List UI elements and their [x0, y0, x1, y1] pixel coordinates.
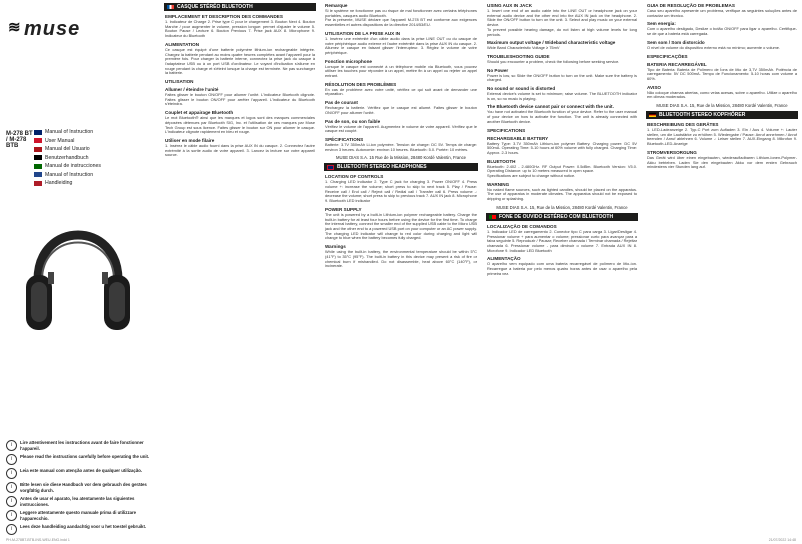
heading: LOCATION OF CONTROLS	[325, 174, 384, 180]
paragraph: 1. Insérez le câble audio fourni dans la prise AUX IN du casque. 2. Connectez l'autre extrémité à la sortie audio de votre appareil. 3. Lancez la lecture sur votre appareil source.	[165, 142, 315, 158]
heading: ALIMENTATION	[165, 41, 200, 47]
subheading: Allumer / éteindre l'unité	[165, 87, 219, 93]
language-label: Manual del Usuario	[45, 146, 90, 152]
heading: POWER SUPPLY	[325, 206, 362, 212]
book-info-icon: i	[6, 496, 17, 507]
warning-item	[6, 454, 156, 465]
svg-text:≋: ≋	[8, 19, 22, 35]
french-english-column	[320, 0, 482, 544]
book-info-icon: i	[6, 510, 17, 521]
address: MUSE DIAS S.A. 15, Rue de la Mission, 28480 Kordé Valentin, France	[656, 103, 788, 109]
brand-name: muse	[24, 18, 81, 40]
warning-text: Antes de usar el aparato, lea atentamente las siguientes instrucciones.	[20, 496, 135, 507]
section-title-fr: CASQUE STÉRÉO BLUETOOTH	[164, 3, 316, 11]
heading: RÉSOLUTION DES PROBLÈMES	[325, 81, 397, 87]
subheading: BATERIA RECARREGÁVEL	[647, 61, 707, 67]
language-item	[34, 171, 101, 180]
germany-flag-icon	[649, 113, 656, 118]
paragraph: No naked flame sources, such as lighted candles, should be placed on the apparatus. The use of apparatus in moderate climates. The apparatus should not be exposed to dripping or splashing.	[487, 186, 637, 202]
subheading: Sem som / Som distorcido	[647, 39, 705, 45]
english-column	[482, 0, 642, 544]
subheading: RECHARGEABLE BATTERY	[487, 135, 549, 141]
address: MUSE DIAS S.A. 15, Rue de la Mission, 28480 Kordé Valentin, France	[496, 204, 628, 210]
paragraph: En cas de problème avec votre unité, vérifiez ce qui suit avant de demander une réparation.	[325, 86, 477, 97]
paragraph: Should you encounter a problem, check the following before seeking service.	[487, 58, 620, 64]
subheading: Pas de son, ou son faible	[325, 118, 381, 124]
flag-icon	[34, 164, 42, 169]
subheading: Couplet et appairage Bluetooth	[165, 110, 234, 116]
language-label: Benutzerhandbuch	[45, 154, 89, 161]
paragraph: Power is low, so Slide the ON/OFF button to turn on the unit. Make sure the battery is charged.	[487, 72, 637, 83]
book-info-icon: i	[6, 468, 17, 479]
paragraph: 1. LED-Ladeanzeige 2. Typ-C Port zum Aufladen 3. Ein / Aus 4. Volume +: Lauter stellen, um die Lautstärke zu erhöhen 5. Wiedergabe / Pause: Anruf annehmen / Anruf beenden / Anruf ablehnen 6. Volume -: Leiser stellen 7. AUX-Eingang 8. Mikrofon 9. Bluetooth-LED-Anzeige	[647, 127, 797, 147]
heading: TROUBLESHOOTING GUIDE	[487, 53, 550, 59]
heading: EMPLACEMENT ET DESCRIPTION DES COMMANDES	[165, 14, 283, 19]
paragraph: Batterie: 3.7V 350mAh Li-ion polymère. Tension de charge: DC 5V. Temps de charge: environ 3 heures. Autonomie: environ 10 heures. Bluetooth: 5.0. Portée: 10 mètres.	[325, 141, 477, 152]
warning-text: Lees deze handleiding aandachtig voor u het toestel gebruikt.	[20, 524, 147, 529]
book-info-icon: i	[6, 524, 17, 535]
subheading: BLUETOOTH	[487, 158, 516, 164]
paragraph: Com o aparelho desligado, Deslize o botão ON/OFF para ligar o aparelho. Certifique-se de que a bateria está carregada.	[647, 26, 797, 37]
paragraph: Bluetooth: 2.402 - 2.480GHz. RF Output Power: 0.5dBm. Bluetooth Version: V5.0. Operating Distance: up to 10 meters measured in open space.	[487, 163, 637, 174]
heading: UTILISATION DE LA PRISE AUX IN	[325, 30, 401, 36]
portugal-flag-icon	[489, 215, 496, 220]
warning-text: Leia este manual com atenção antes de qualquer utilização.	[20, 468, 143, 473]
paragraph: To prevent possible hearing damage, do not listen at high volume levels for long periods.	[487, 26, 637, 37]
paragraph: Tipo de Bateria: Bateria de Polímero de Íons de lítio de 3,7V 350mAh. Potência de carregamento: 5V DC 500mA. Tempo de Funcionamento: 5-10 horas com volume a 60%.	[647, 66, 797, 81]
language-label: Manual of Instruction	[45, 129, 94, 135]
address: MUSE DIAS S.A. 15 Rue de la Mission, 28480 Kordé Valentin, France	[335, 155, 467, 161]
language-item	[34, 145, 101, 154]
flag-icon	[34, 138, 42, 143]
flag-icon	[34, 181, 42, 186]
read-instructions-list	[6, 440, 156, 538]
heading: AVISO	[647, 84, 661, 90]
paragraph: Rechargez la batterie. Vérifiez que le casque est allumé. Faites glisser le bouton ON/OFF pour allumer l'unité.	[325, 105, 477, 115]
subheading: Sem energia:	[647, 21, 676, 27]
model-number: M-278 BT / M-278 BTB	[6, 131, 33, 149]
heading: SPECIFICATIONS	[487, 127, 526, 133]
subheading: Utiliser en mode filaire	[165, 137, 215, 143]
language-label: Manual de instrucciones	[45, 163, 101, 169]
print-footer	[0, 536, 802, 544]
heading: UTILISATION	[165, 79, 194, 85]
subheading: No sound or sound is distorted	[487, 86, 556, 92]
warning-item	[6, 482, 156, 493]
flag-icon	[34, 147, 42, 152]
heading: STROMVERSORGUNG	[647, 149, 697, 155]
footer-file: PH-M-278BT-BTB-INS-WEU-ENG.indd 1	[6, 538, 70, 542]
france-flag-icon	[167, 5, 174, 10]
paragraph: Specifications are subject to change without notice.	[487, 173, 576, 179]
heading: WARNING	[487, 181, 510, 187]
heading: BESCHREIBUNG DES GERÄTES	[647, 122, 719, 128]
warning-item	[6, 468, 156, 479]
language-label: Manual of Instruction	[45, 171, 94, 178]
paragraph: While using the built-in battery, the environmental temperature should be within 5°C (41°F) to 35°C (95°F). The built-in battery in this device may present a risk of fire or chemical burn if mishandled. Do not disassemble, heat above 60°C (140°F), or incinerate.	[325, 249, 477, 269]
paragraph: Lorsque le casque est connecté à un téléphone mobile via Bluetooth, vous pouvez utiliser les touches pour répondre à un appel, mettre fin à un appel ou rejeter un appel entrant.	[325, 63, 477, 79]
language-item	[34, 128, 101, 137]
warning-text: Please read the instructions carefully before operating the unit.	[20, 454, 150, 459]
subheading: No Power	[487, 67, 509, 73]
book-info-icon: i	[6, 482, 17, 493]
flag-icon	[34, 130, 42, 135]
heading: SPÉCIFICATIONS	[325, 136, 364, 142]
subheading: Pas de courant	[325, 100, 358, 106]
paragraph: The unit is powered by a built-in Lithium-ion polymer rechargeable battery. Charge the built-in battery for at least four hours before using the device for the first time. To charge the internal battery, connect the smaller end of the supplied USB cable to the Micro USB jack and the other end to a powered USB port on your computer or an AC power supply. The charging LED indicator will change to red color during charging and light will change to blue when the battery becomes fully charged.	[325, 211, 477, 241]
paragraph: Battery Type: 3.7V 350mAh Lithium-ion polymer Battery. Charging power: DC 5V 500mA. Operating Time: 5-10 hours at 60% volume with fully charged. Charging Time: Approx. 2-3 hours.	[487, 140, 637, 155]
language-item	[34, 154, 101, 163]
paragraph: Não coloque chamas abertas, como velas acesas, sobre o aparelho. Utilize o aparelho em climas moderados.	[647, 89, 797, 100]
language-label: Handleiding	[45, 180, 73, 186]
warning-item	[6, 496, 156, 507]
section-title-pt: FONE DE OUVIDO ESTÉREO COM BLUETOOTH	[486, 213, 638, 221]
warning-item	[6, 440, 156, 451]
flag-icon	[34, 155, 42, 160]
portuguese-german-column	[642, 0, 802, 544]
heading: ALIMENTAÇÃO	[487, 256, 521, 262]
cover-column	[0, 0, 160, 544]
paragraph: Wide Band Characteristic Voltage ≥ 75mV	[487, 45, 560, 51]
paragraph: Ce casque est équipé d'une batterie polymère lithium-ion rechargeable intégrée. Chargez la batterie pendant au moins quatre heures complètes avant l'appareil pour la première fois. Pour charger la batterie interne, connectez la prise jack du casque à l'adaptateur USB ou à un port USB d'ordinateur. Le voyant d'indication s'allume en rouge pendant la charge et s'éteint lorsque la charge est terminée. Ne pas surcharger la batterie.	[165, 46, 315, 76]
paragraph: Par la présente, MUSE déclare que l'appareil M-278 BT est conforme aux exigences essentielles et autres dispositions de la directive 2014/53/EU.	[325, 17, 477, 28]
paragraph: Le mot Bluetooth® ainsi que les marques et logos sont des marques commerciales déposées détenues par Bluetooth SIG, Inc. et l'utilisation de ces marques par Muse Tech Group est sous licence. Faites glisser le bouton sur ON pour allumer le casque. L'indicateur clignote rapidement en bleu et rouge.	[165, 115, 315, 135]
book-info-icon: i	[6, 454, 17, 465]
paragraph: Das Gerät wird über einen eingebauten, wiederaufladbaren Lithium-Ionen-Polymer-Akku betrieben. Laden Sie den eingebauten Akku vor dem ersten Gebrauch mindestens vier Stunden lang auf.	[647, 154, 797, 170]
uk-flag-icon	[327, 165, 334, 170]
language-item	[34, 162, 101, 171]
language-item	[34, 137, 101, 146]
subheading: The Bluetooth device cannot pair or connect with the unit.	[487, 104, 614, 110]
heading: GUIA DE RESOLUÇÃO DE PROBLEMAS	[647, 3, 735, 8]
subheading: Maximum output voltage / Wideband characteristic voltage	[487, 40, 616, 46]
paragraph: 1. Insérez une extrémité d'un câble audio dans la prise LINE OUT ou du casque de votre périphérique audio externe et l'autre extrémité dans la prise AUX IN du casque. 2. Allumez le casque en faisant glisser l'interrupteur. 3. Réglez le volume de votre périphérique.	[325, 35, 477, 55]
paragraph: O aparelho vem equipado com uma bateria recarregável de polímero de lítio-íon. Recarregue a bateria por pelo menos quatro horas antes de usar o aparelho pela primeira vez.	[487, 261, 637, 276]
subheading: Warnings	[325, 244, 346, 250]
heading: Remarque	[325, 3, 348, 8]
paragraph: Si le système ne fonctionne pas ou risque de mal fonctionner avec certains téléphones portables, casques audio Bluetooth.	[325, 8, 477, 18]
flag-icon	[34, 172, 42, 177]
paragraph: You have not activated the Bluetooth function of your device. Refer to the user manual of your device on how to activate the function. The unit is already connected with another Bluetooth device.	[487, 109, 637, 124]
book-info-icon: i	[6, 440, 17, 451]
footer-date: 21/07/2022 14:48	[768, 538, 796, 542]
section-title-en: BLUETOOTH STEREO HEADPHONES	[324, 163, 478, 171]
language-item	[34, 179, 101, 188]
warning-item	[6, 510, 156, 521]
heading: ESPECIFICAÇÕES	[647, 53, 688, 59]
paragraph: 1. Charging LED indicator 2. Type C jack for charging 3. Power ON/OFF 4. Press volume +: increase the volume; short press to skip to next track 5. Play / Pause: Receive call / End call / Reject call / Redial call / Transfer call 6. Press volume -: decrease the volume; short press to skip to previous track 7. AUX IN jack 8. Microphone 9. Bluetooth LED indicator	[325, 179, 477, 204]
paragraph: External device's volume is set to minimum; raise volume. The BLUETOOTH indicator is on, so no music is playing.	[487, 91, 637, 101]
section-title-de: BLUETOOTH STEREO KOPFHÖRER	[646, 111, 798, 119]
language-list	[34, 128, 101, 188]
paragraph: 1. Insert one end of an audio cable into the LINE OUT or headphone jack on your external audio device and the other end into the AUX IN jack on the headphone. 2. Slide the ON/OFF button to turn on the unit. 3. Select and play music on your external device.	[487, 8, 637, 28]
language-label: User Manual	[45, 137, 75, 144]
paragraph: Vérifiez le volume de l'appareil. Augmentez le volume de votre appareil. Vérifiez que le casque est couplé.	[325, 123, 477, 134]
paragraph: O nível de volume do dispositivo externo está no mínimo; aumente o volume.	[647, 44, 780, 50]
subheading: Fonction microphone	[325, 58, 372, 64]
headphone-illustration	[18, 200, 138, 360]
paragraph: 1. Indicador LED de carregamento 2. Conector tipo C para carga 3. Ligar/Desligar 4. Pressionar volume + para aumentar o volume; pressionar curto para avançar para a faixa seguinte 5. Reproduzir / Pausar; Receber chamada / Terminar chamada / Rejeitar chamada 6. Pressionar volume - para diminuir o volume 7. Entrada AUX IN 8. Microfone 9. Indicador LED Bluetooth	[487, 228, 638, 253]
warning-text: Leggere attentamente questo manuale prima di utilizzare l'apparecchio.	[20, 510, 137, 521]
paragraph: Faites glisser le bouton ON/OFF pour allumer l'unité. L'indicateur Bluetooth clignote. Faites glisser le bouton ON/OFF pour arrêter l'appareil. L'indicateur du Bluetooth s'éteindra.	[165, 92, 315, 107]
heading: LOCALIZAÇÃO DE COMANDOS	[487, 223, 557, 229]
heading: USING AUX IN JACK	[487, 3, 533, 8]
brand-logo	[8, 18, 81, 41]
warning-text: Bitte lesen sie diese Handbuch vor dem gebrauch des gerätes vorgfältig durch.	[20, 482, 147, 493]
paragraph: Caso seu aparelho apresente um problema, verifique as seguintes soluções antes de contactar um técnico.	[647, 8, 797, 18]
french-column	[160, 0, 320, 544]
warning-text: Lire attentivement les instructions avant de faire fonctionner l'appareil.	[20, 440, 144, 451]
warning-item	[6, 524, 156, 535]
paragraph: 1. Indicateur de Charge 2. Prise type C pour le chargement 3. Bouton Next 4. Bouton Marche / pour augmenter le volume, pression longue: permet d'ajuster le volume 5. Bouton Pause / Lecture 6. Bouton Previous 7. Prise jack AUX 8. Microphone 9. Indicateur du Bluetooth	[165, 19, 315, 39]
